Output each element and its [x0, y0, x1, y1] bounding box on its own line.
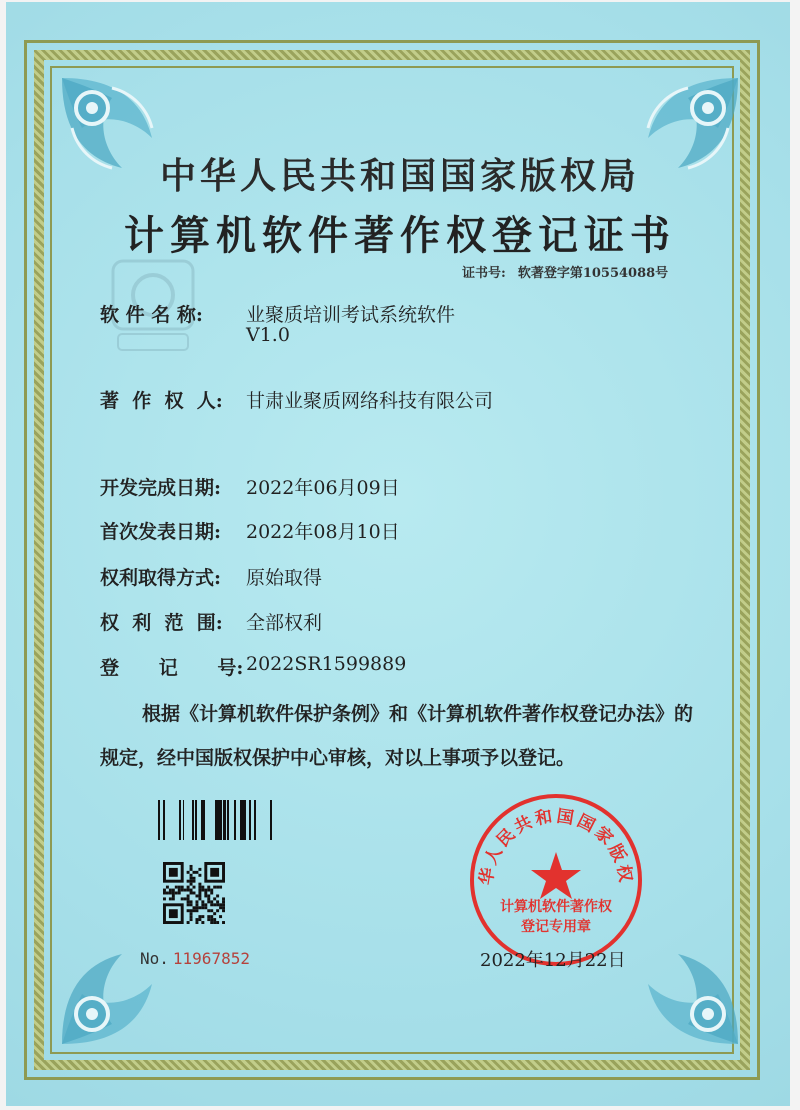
- field-completion-date: [100, 473, 400, 500]
- field-value: 业聚质培训考试系统软件: [246, 304, 456, 326]
- barcode: [158, 800, 272, 840]
- certificate-number-value: 软著登字第10554088号: [517, 266, 669, 281]
- field-label: 开发完成日期:: [100, 477, 222, 499]
- registration-statement: [100, 692, 720, 780]
- field-value: 甘肃业聚质网络科技有限公司: [246, 390, 494, 412]
- statement-line-2: 规定，经中国版权保护中心审核，对以上事项予以登记。: [100, 747, 576, 769]
- issue-date: 2022年12月22日: [480, 950, 626, 971]
- corner-ornament-bottom-left: [52, 904, 202, 1054]
- field-publication-date: [100, 517, 400, 544]
- statement-line-1: 根据《计算机软件保护条例》和《计算机软件著作权登记办法》的: [142, 703, 694, 725]
- field-value: 2022年08月10日: [246, 521, 400, 543]
- qr-code: [163, 862, 225, 924]
- field-value: 2022年06月09日: [246, 477, 400, 499]
- certificate-number-label: 证书号:: [462, 266, 506, 281]
- field-value-version: V1.0: [246, 324, 290, 346]
- svg-text:中华人民共和国国家版权局: 华人民共和国国家版权: [476, 806, 636, 887]
- field-acquisition-method: [100, 563, 323, 590]
- serial-prefix: No.: [140, 949, 169, 968]
- certificate-number: [462, 262, 680, 281]
- field-label: 著 作 权 人:: [100, 390, 223, 412]
- serial-number: [140, 949, 250, 968]
- official-seal: [466, 790, 646, 970]
- field-value: 全部权利: [246, 612, 323, 634]
- field-rights-scope: [100, 608, 323, 635]
- field-software-name: [100, 300, 456, 346]
- field-label: 权利取得方式:: [100, 567, 222, 589]
- field-label: 首次发表日期:: [100, 521, 222, 543]
- seal-text-line-1: 计算机软件著作权: [500, 899, 612, 915]
- seal-text-line-2: 登记专用章: [521, 919, 591, 935]
- serial-value: 11967852: [172, 949, 250, 968]
- certificate-title: 计算机软件著作权登记证书: [124, 212, 676, 259]
- field-label: 权 利 范 围:: [100, 612, 223, 634]
- field-registration-number: [100, 653, 407, 680]
- field-label: 软 件 名 称:: [100, 304, 203, 326]
- field-label: 登 记 号:: [100, 657, 244, 679]
- field-copyright-owner: [100, 386, 494, 413]
- field-value: 原始取得: [246, 567, 323, 589]
- issuing-authority: 中华人民共和国国家版权局: [159, 155, 640, 197]
- field-value: 2022SR1599889: [246, 653, 407, 675]
